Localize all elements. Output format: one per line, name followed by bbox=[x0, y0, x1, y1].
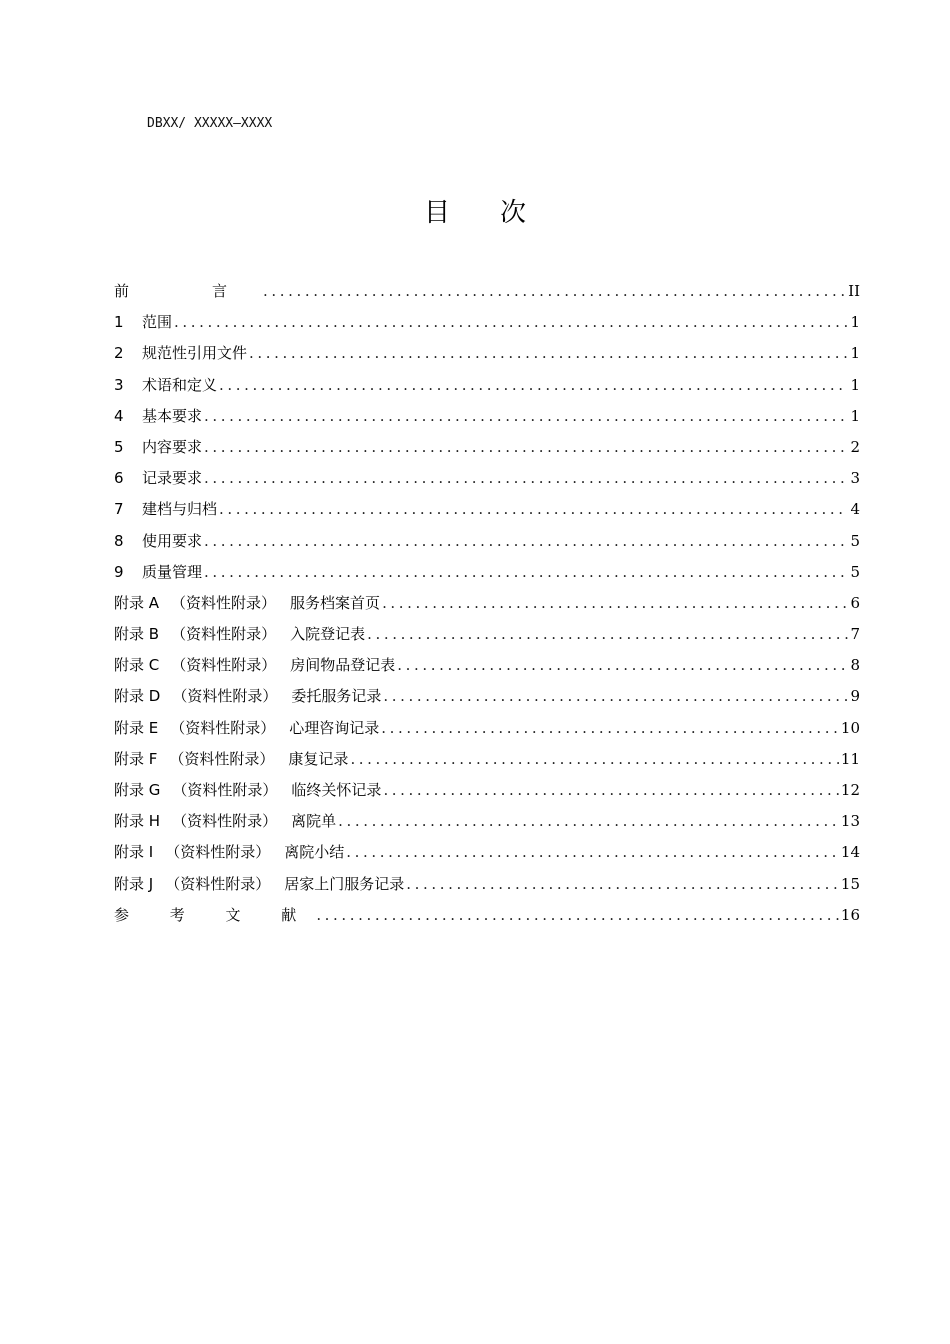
toc-entry-page: 14 bbox=[840, 843, 860, 862]
toc-entry-label: 居家上门服务记录 bbox=[284, 874, 405, 893]
toc-entry-label: 前 言 bbox=[114, 282, 262, 300]
toc-entry-appendix-i[interactable] bbox=[114, 841, 860, 872]
toc-entry-number: 附录 A bbox=[114, 593, 160, 612]
toc-title bbox=[0, 192, 950, 229]
toc-entry-label: 服务档案首页 bbox=[290, 593, 381, 612]
toc-entry-page: 6 bbox=[850, 593, 860, 612]
toc-entry-label: 内容要求 bbox=[142, 437, 203, 456]
toc-entry-label: 术语和定义 bbox=[142, 375, 218, 394]
toc-entry-label: 参 考 文 献 bbox=[114, 905, 315, 924]
toc-leader bbox=[381, 719, 839, 737]
toc-entry-label: 范围 bbox=[142, 313, 173, 332]
toc-entry-page: 4 bbox=[850, 500, 860, 519]
toc-entry-8[interactable] bbox=[114, 530, 860, 561]
toc-entry-number: 5 bbox=[114, 437, 124, 456]
toc-entry-note: （资料性附录） bbox=[171, 593, 277, 612]
toc-entry-page: 7 bbox=[850, 625, 860, 644]
toc-entry-note: （资料性附录） bbox=[165, 843, 271, 862]
toc-entry-page: 12 bbox=[840, 781, 860, 799]
toc-entry-number: 附录 I bbox=[114, 843, 154, 862]
toc-leader bbox=[204, 438, 848, 456]
toc-entry-number: 附录 D bbox=[114, 687, 161, 706]
toc-leader bbox=[204, 407, 848, 425]
toc-leader bbox=[406, 875, 839, 893]
toc-entry-number: 附录 B bbox=[114, 625, 160, 644]
toc-entry-page: 1 bbox=[850, 313, 860, 332]
toc-entry-page: 15 bbox=[840, 874, 860, 893]
toc-entry-appendix-g[interactable] bbox=[114, 779, 860, 810]
document-code: DBXX/ XXXXX—XXXX bbox=[147, 116, 273, 131]
toc-entry-number: 7 bbox=[114, 500, 124, 519]
toc-entry-number: 附录 J bbox=[114, 874, 154, 893]
toc-leader bbox=[338, 812, 839, 830]
toc-entry-note: （资料性附录） bbox=[169, 749, 275, 768]
toc-leader bbox=[383, 781, 838, 799]
toc-entry-note: （资料性附录） bbox=[172, 812, 278, 831]
toc-entry-page: 1 bbox=[850, 406, 860, 425]
toc-title-char-1: 目 bbox=[423, 198, 450, 228]
toc-entry-page: 2 bbox=[850, 437, 860, 456]
toc-entry-number: 6 bbox=[114, 469, 124, 488]
toc-entry-label: 入院登记表 bbox=[290, 625, 366, 644]
toc-entry-label: 规范性引用文件 bbox=[142, 344, 248, 363]
toc-leader bbox=[174, 313, 848, 331]
toc-entry-appendix-f[interactable] bbox=[114, 748, 860, 779]
toc-entry-3[interactable] bbox=[114, 374, 860, 405]
toc-entry-note: （资料性附录） bbox=[171, 625, 277, 644]
toc-entry-9[interactable] bbox=[114, 561, 860, 592]
toc-entry-label: 记录要求 bbox=[142, 469, 203, 488]
toc-entry-note: （资料性附录） bbox=[170, 718, 276, 737]
toc-entry-number: 附录 H bbox=[114, 812, 161, 831]
toc-entry-appendix-e[interactable] bbox=[114, 717, 860, 748]
toc-entry-label: 离院小结 bbox=[284, 843, 345, 862]
toc-leader bbox=[346, 843, 839, 861]
toc-entry-note: （资料性附录） bbox=[165, 874, 271, 893]
toc-entry-page: 1 bbox=[850, 344, 860, 363]
toc-leader bbox=[249, 344, 848, 362]
toc-entry-appendix-h[interactable] bbox=[114, 810, 860, 841]
toc-entry-label: 委托服务记录 bbox=[291, 687, 382, 706]
toc-entry-note: （资料性附录） bbox=[172, 687, 278, 706]
toc-entry-7[interactable] bbox=[114, 498, 860, 529]
toc-entry-label: 临终关怀记录 bbox=[291, 781, 382, 799]
toc-leader bbox=[316, 906, 839, 924]
toc-leader bbox=[204, 469, 848, 487]
toc-leader bbox=[263, 282, 846, 300]
toc-entry-page: 10 bbox=[840, 718, 860, 737]
toc-leader bbox=[219, 376, 848, 394]
toc-entry-page: 11 bbox=[840, 749, 860, 768]
toc-entry-6[interactable] bbox=[114, 467, 860, 498]
toc-entry-label: 建档与归档 bbox=[142, 500, 218, 519]
toc-entry-page: 3 bbox=[850, 469, 860, 488]
toc-entry-4[interactable] bbox=[114, 405, 860, 436]
toc-entry-number: 3 bbox=[114, 375, 124, 394]
toc-leader bbox=[204, 532, 848, 550]
toc-entry-page: 16 bbox=[840, 905, 860, 924]
toc-leader bbox=[350, 750, 838, 768]
toc-leader bbox=[219, 500, 848, 518]
toc-entry-appendix-j[interactable] bbox=[114, 873, 860, 904]
toc-entry-label: 离院单 bbox=[291, 812, 337, 831]
table-of-contents bbox=[114, 280, 860, 935]
toc-entry-page: 8 bbox=[850, 656, 860, 675]
toc-entry-number: 4 bbox=[114, 406, 124, 425]
toc-leader bbox=[382, 594, 848, 612]
toc-entry-note: （资料性附录） bbox=[171, 656, 277, 675]
toc-entry-page: 5 bbox=[850, 562, 860, 581]
toc-entry-number: 附录 C bbox=[114, 656, 160, 675]
toc-leader bbox=[367, 625, 848, 643]
toc-entry-number: 附录 G bbox=[114, 781, 161, 799]
toc-entry-number: 9 bbox=[114, 562, 124, 581]
toc-entry-page: 9 bbox=[850, 687, 860, 706]
toc-entry-number: 8 bbox=[114, 531, 124, 550]
toc-entry-label: 基本要求 bbox=[142, 406, 203, 425]
toc-entry-appendix-c[interactable] bbox=[114, 654, 860, 685]
toc-entry-page: 5 bbox=[850, 531, 860, 550]
toc-leader bbox=[383, 687, 848, 705]
toc-entry-label: 使用要求 bbox=[142, 531, 203, 550]
toc-entry-appendix-d[interactable] bbox=[114, 685, 860, 716]
toc-entry-number: 1 bbox=[114, 313, 124, 332]
toc-entry-label: 房间物品登记表 bbox=[290, 656, 396, 675]
toc-entry-references[interactable] bbox=[114, 904, 860, 935]
toc-leader bbox=[397, 656, 848, 674]
toc-entry-1[interactable] bbox=[114, 311, 860, 342]
toc-entry-label: 质量管理 bbox=[142, 562, 203, 581]
toc-entry-page: 1 bbox=[850, 375, 860, 394]
toc-entry-number: 附录 F bbox=[114, 749, 158, 768]
toc-entry-5[interactable] bbox=[114, 436, 860, 467]
toc-entry-2[interactable] bbox=[114, 342, 860, 373]
toc-entry-page: 13 bbox=[840, 812, 860, 831]
toc-title-char-2: 次 bbox=[500, 198, 527, 228]
toc-entry-number: 2 bbox=[114, 344, 124, 363]
toc-entry-note: （资料性附录） bbox=[172, 781, 278, 799]
toc-entry-label: 心理咨询记录 bbox=[289, 718, 380, 737]
toc-entry-foreword[interactable] bbox=[114, 280, 860, 311]
toc-entry-number: 附录 E bbox=[114, 718, 159, 737]
toc-entry-appendix-b[interactable] bbox=[114, 623, 860, 654]
toc-entry-appendix-a[interactable] bbox=[114, 592, 860, 623]
toc-leader bbox=[204, 563, 848, 581]
toc-entry-label: 康复记录 bbox=[288, 749, 349, 768]
toc-entry-page: II bbox=[848, 282, 860, 300]
